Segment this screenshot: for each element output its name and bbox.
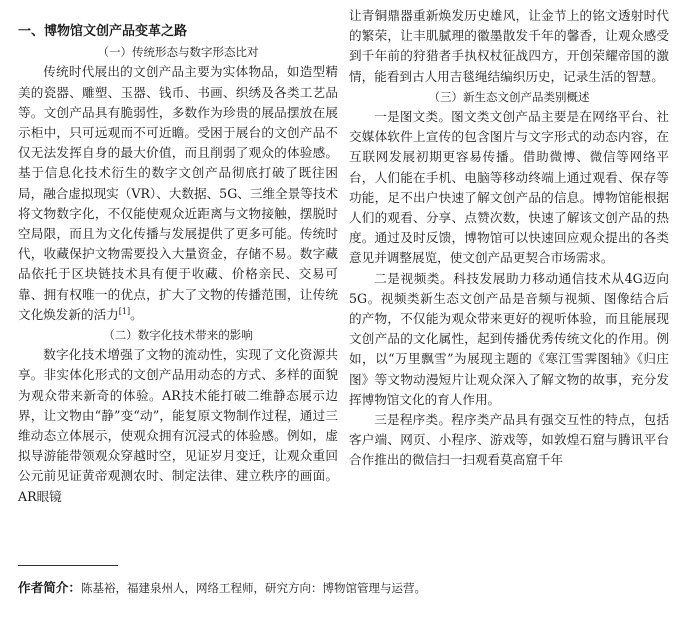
author-label: 作者简介：: [18, 580, 81, 595]
paragraph-image-text-category: 一是图文类。图文类文创产品主要是在网络平台、社交媒体软件上宣传的包含图片与文字形式的动态内容，在互联网发展初期更容易传播。借助微博、微信等网络平台，人们能在手机、电脑等移动终端上通过观看、保存等功能，足不出户快速了解文创产品的信息。博物馆能根据人们的观看、分享、点赞次数，快速了解该文创产品的热度。通过及时反馈，博物馆可以快速回应观众提出的各类意见并调整展览，使文创产品更契合市场需求。: [349, 109, 669, 266]
footnote-divider: [18, 565, 118, 566]
section-title: 一、博物馆文创产品变革之路: [18, 24, 188, 39]
paragraph-text: 传统时代展出的文创产品主要为实体物品，如造型精美的瓷器、雕塑、玉器、钱币、书画、织绣及各类工艺品等。文创产品具有脆弱性，多数作为珍贵的展品摆放在展示柜中，只可远观而不可近瞻。受困于展台的文创产品不仅无法发挥自身的最大价值，而且削弱了观众的体验感。基于信息化技术衍生的数字文创产品彻底打破了既往困局，融合虚拟现实（VR）、大数据、5G、三维全景等技术将文物数字化，不仅能使观众近距离与文物接触，摆脱时空局限，而且为文化传播与发展提供了更多可能。传统时代，收藏保护文物需要投入大量资金，存储不易。数字藏品依托于区块链技术具有便于收藏、价格亲民、交易可靠、拥有权唯一的优点，扩大了文物的传播范围，让传统文化焕发新的活力: [18, 64, 339, 322]
paragraph-end: 。: [130, 306, 143, 322]
paragraph-video-category: 二是视频类。科技发展助力移动通信技术从4G迈向5G。视频类新生态文创产品是音频与视频、图像结合后的产物，不仅能为观众带来更好的视听体验，而且能展现文创产品的文化属性，起到传播优秀传统文化的作用。例如，以“万里飘雪”为展现主题的《寒江雪霁图轴》《归庄图》等文物动漫短片让观众深入了解文物的故事，充分发挥博物馆文化的育人作用。: [349, 270, 669, 407]
subsection-title-1: （一）传统形态与数字形态比对: [97, 45, 259, 60]
paragraph-continuation: 让青铜鼎器重新焕发历史雄风，让金节上的铭文透射时代的繁荣，让丰肌腻理的徽墨散发千年的馨香，让观众感受到千年前的狩猎者手执权杖征战四方，开创荣耀帝国的激情，能看到古人用吉毯绳结编织历史，记录生活的智慧。: [349, 8, 669, 84]
paragraph-digital-impact: 数字化技术增强了文物的流动性，实现了文化资源共享。非实体化形式的文创产品用动态的方式、多样的面貌为观众带来新奇的体验。AR技术能打破二维静态展示边界，让文物由“静”变“动”，能复原文物制作过程，通过三维动态立体展示，使观众拥有沉浸式的体验感。例如，虚拟导游能带领观众穿越时空，见证岁月变迁，让观众重回公元前见证黄帝观测农时、制定法律、建立秩序的画面。AR眼镜: [18, 347, 338, 504]
paragraph-traditional-vs-digital: [18, 62, 338, 325]
author-footnote: [18, 578, 678, 598]
paragraph-program-category: 三是程序类。程序类产品具有强交互性的特点，包括客户端、网页、小程序、游戏等，如敦煌石窟与腾讯平台合作推出的微信扫一扫观看莫高窟千年: [349, 412, 669, 468]
subsection-title-2: （二）数字化技术带来的影响: [103, 328, 253, 343]
subsection-title-3: （三）新生态文创产品类别概述: [428, 89, 590, 104]
left-column: [18, 6, 338, 507]
citation-ref: [1]: [118, 306, 131, 316]
author-text: 陈基裕，福建泉州人，网络工程师，研究方向：博物馆管理与运营。: [80, 581, 426, 595]
right-column: [349, 6, 669, 471]
